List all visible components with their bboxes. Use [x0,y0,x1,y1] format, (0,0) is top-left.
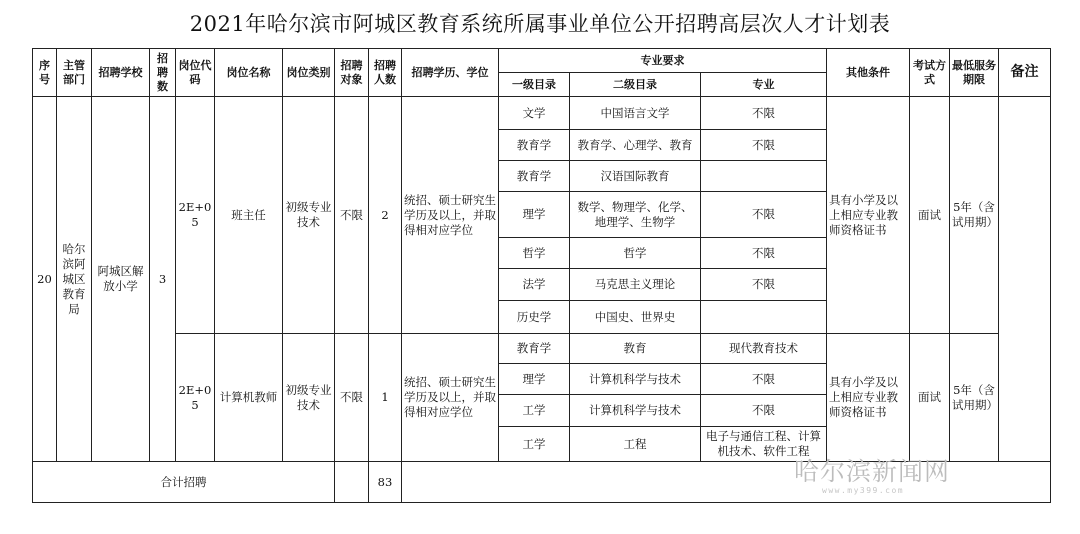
level1-cell: 工学 [499,395,570,427]
other-cell: 具有小学及以上相应专业教师资格证书 [827,97,910,334]
header-count: 招聘人数 [369,49,402,97]
major-cell: 不限 [701,364,827,395]
level1-cell: 理学 [499,192,570,238]
header-school-count: 招聘数 [150,49,176,97]
header-row [33,49,1051,73]
target-cell: 不限 [335,97,369,334]
level2-cell: 工程 [570,427,701,462]
level2-cell: 马克思主义理论 [570,269,701,301]
major-cell: 电子与通信工程、计算机技术、软件工程 [701,427,827,462]
post-name-cell: 计算机教师 [215,334,283,462]
service-cell: 5年（含试用期） [950,334,999,462]
major-cell [701,161,827,192]
header-level2: 二级目录 [570,73,701,97]
dept-cell: 哈尔滨阿城区教育局 [57,97,92,462]
level2-cell: 中国语言文学 [570,97,701,130]
level1-cell: 教育学 [499,161,570,192]
school-cell: 阿城区解放小学 [92,97,150,462]
header-other: 其他条件 [827,49,910,97]
major-cell: 不限 [701,97,827,130]
school-count-cell: 3 [150,97,176,462]
level1-cell: 教育学 [499,130,570,161]
level2-cell: 教育 [570,334,701,364]
exam-cell: 面试 [910,334,950,462]
header-major: 专业 [701,73,827,97]
total-label: 合计招聘 [33,462,335,503]
level1-cell: 法学 [499,269,570,301]
header-post-type: 岗位类别 [283,49,335,97]
education-cell: 统招、硕士研究生学历及以上，并取得相对应学位 [402,334,499,462]
header-service: 最低服务期限 [950,49,999,97]
table-row [33,97,1051,130]
level2-cell: 计算机科学与技术 [570,364,701,395]
post-type-cell: 初级专业技术 [283,334,335,462]
post-type-cell: 初级专业技术 [283,97,335,334]
level2-cell: 汉语国际教育 [570,161,701,192]
major-cell: 现代教育技术 [701,334,827,364]
header-post-code: 岗位代码 [176,49,215,97]
watermark-text: 哈尔滨新闻网 [794,457,951,486]
major-cell: 不限 [701,192,827,238]
level2-cell: 中国史、世界史 [570,301,701,334]
header-note: 备注 [999,49,1051,97]
major-cell: 不限 [701,395,827,427]
major-cell [701,301,827,334]
header-major-requirements: 专业要求 [499,49,827,73]
total-count: 83 [369,462,402,503]
header-education: 招聘学历、学位 [402,49,499,97]
count-cell: 2 [369,97,402,334]
header-dept: 主管部门 [57,49,92,97]
major-cell: 不限 [701,269,827,301]
post-code-cell: 2E+05 [176,334,215,462]
level2-cell: 教育学、心理学、教育 [570,130,701,161]
level1-cell: 哲学 [499,238,570,269]
level1-cell: 文学 [499,97,570,130]
post-name-cell: 班主任 [215,97,283,334]
level2-cell: 数学、物理学、化学、地理学、生物学 [570,192,701,238]
exam-cell: 面试 [910,97,950,334]
header-target: 招聘对象 [335,49,369,97]
header-exam: 考试方式 [910,49,950,97]
recruitment-table [32,48,1051,503]
note-cell [999,97,1051,462]
level2-cell: 哲学 [570,238,701,269]
level1-cell: 历史学 [499,301,570,334]
header-seq: 序号 [33,49,57,97]
post-code-cell: 2E+05 [176,97,215,334]
total-target-cell [335,462,369,503]
seq-cell: 20 [33,97,57,462]
table-row [33,334,1051,364]
header-level1: 一级目录 [499,73,570,97]
total-blank-cell [402,462,1051,503]
education-cell: 统招、硕士研究生学历及以上，并取得相对应学位 [402,97,499,334]
watermark-url: www.my399.com [822,486,905,495]
level1-cell: 理学 [499,364,570,395]
header-school: 招聘学校 [92,49,150,97]
level1-cell: 教育学 [499,334,570,364]
target-cell: 不限 [335,334,369,462]
major-cell: 不限 [701,238,827,269]
page-title: 2021年哈尔滨市阿城区教育系统所属事业单位公开招聘高层次人才计划表 [189,12,891,36]
level2-cell: 计算机科学与技术 [570,395,701,427]
header-post-name: 岗位名称 [215,49,283,97]
major-cell: 不限 [701,130,827,161]
level1-cell: 工学 [499,427,570,462]
other-cell: 具有小学及以上相应专业教师资格证书 [827,334,910,462]
count-cell: 1 [369,334,402,462]
service-cell: 5年（含试用期） [950,97,999,334]
